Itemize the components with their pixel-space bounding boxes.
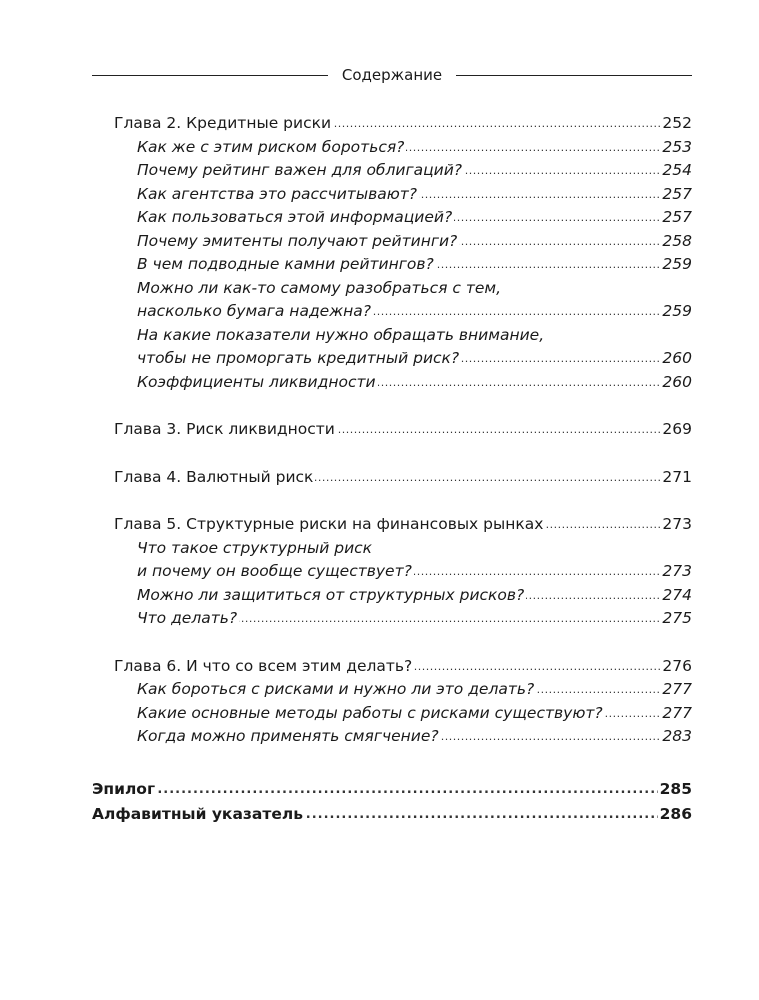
- toc-section[interactable]: [137, 159, 692, 183]
- toc-section[interactable]: [137, 702, 692, 726]
- toc-entry-page: 254: [660, 159, 692, 183]
- toc-chapter-2[interactable]: [114, 112, 692, 136]
- toc-section[interactable]: [137, 183, 692, 207]
- table-of-contents: [0, 112, 759, 827]
- toc-section[interactable]: [137, 584, 692, 608]
- toc-entry-label: чтобы не проморгать кредитный риск?: [137, 349, 460, 367]
- toc-entry-label: Алфавитный указатель: [92, 804, 304, 823]
- toc-index[interactable]: [92, 802, 692, 827]
- toc-entry-label: Когда можно применять смягчение?: [137, 727, 439, 745]
- toc-entry-label: и почему он вообще существует?: [137, 562, 412, 580]
- toc-section[interactable]: [137, 560, 692, 584]
- toc-entry-label: Глава 2. Кредитные риски: [114, 114, 332, 132]
- toc-section[interactable]: [137, 347, 692, 371]
- toc-section[interactable]: [137, 300, 692, 324]
- header-title: Содержание: [341, 66, 443, 84]
- toc-entry-page: 260: [660, 347, 692, 371]
- toc-entry-label: Как пользоваться этой информацией?: [137, 208, 453, 226]
- toc-entry-page: 252: [660, 112, 692, 136]
- toc-entry-label: Какие основные методы работы с рисками существуют?: [137, 703, 603, 722]
- toc-entry-page: 258: [660, 230, 692, 254]
- header-rule-right: [456, 75, 692, 76]
- toc-entry-label: Как агентства это рассчитывают?: [137, 184, 418, 203]
- toc-entry-page: 269: [660, 418, 692, 442]
- toc-chapter-5[interactable]: [114, 513, 692, 537]
- toc-entry-page: 277: [660, 702, 692, 726]
- toc-section[interactable]: [137, 371, 692, 395]
- toc-entry-page: 273: [660, 560, 692, 584]
- toc-entry-page: 283: [660, 725, 692, 749]
- page-header: [92, 64, 692, 86]
- toc-entry-page: 286: [658, 802, 692, 827]
- toc-entry-page: 276: [660, 655, 692, 679]
- toc-section-line1[interactable]: На какие показатели нужно обращать внимание,: [137, 325, 545, 344]
- toc-entry-page: 260: [660, 371, 692, 395]
- toc-entry-page: 273: [660, 513, 692, 537]
- toc-section[interactable]: [137, 607, 692, 631]
- toc-entry-label: Как же с этим риском бороться?: [137, 137, 405, 156]
- toc-entry-page: 274: [660, 584, 692, 608]
- toc-entry-label: В чем подводные камни рейтингов?: [137, 255, 434, 273]
- toc-entry-page: 271: [660, 466, 692, 490]
- toc-entry-label: Глава 3. Риск ликвидности: [114, 420, 335, 438]
- toc-entry-page: 259: [660, 253, 692, 277]
- toc-entry-label: Коэффициенты ликвидности: [137, 372, 376, 391]
- toc-section[interactable]: [137, 136, 692, 160]
- toc-entry-page: 257: [660, 183, 692, 207]
- toc-entry-label: Глава 5. Структурные риски на финансовых рынках: [114, 515, 544, 533]
- toc-entry-label: Почему рейтинг важен для облигаций?: [137, 161, 463, 179]
- toc-entry-page: 259: [660, 300, 692, 324]
- toc-entry-label: Эпилог: [92, 779, 156, 798]
- toc-section-line1[interactable]: Что такое структурный риск: [137, 538, 373, 557]
- toc-entry-label: Можно ли защититься от структурных рисков?: [137, 585, 525, 604]
- toc-section[interactable]: [137, 725, 692, 749]
- toc-section[interactable]: [137, 206, 692, 230]
- toc-entry-label: Что делать?: [137, 609, 238, 627]
- toc-entry-label: Как бороться с рисками и нужно ли это делать?: [137, 680, 535, 698]
- toc-entry-page: 257: [660, 206, 692, 230]
- toc-chapter-6[interactable]: [114, 655, 692, 679]
- toc-section[interactable]: [137, 253, 692, 277]
- toc-entry-label: насколько бумага надежна?: [137, 302, 372, 320]
- toc-section-line1[interactable]: Можно ли как-то самому разобраться с тем,: [137, 278, 502, 297]
- toc-entry-label: Глава 4. Валютный риск: [114, 467, 314, 486]
- toc-chapter-3[interactable]: [114, 418, 692, 442]
- toc-entry-page: 285: [658, 777, 692, 802]
- toc-section[interactable]: [137, 678, 692, 702]
- toc-section[interactable]: [137, 230, 692, 254]
- toc-epilogue[interactable]: [92, 777, 692, 802]
- toc-entry-label: Глава 6. И что со всем этим делать?: [114, 656, 413, 675]
- toc-entry-page: 277: [660, 678, 692, 702]
- toc-entry-page: 275: [660, 607, 692, 631]
- toc-entry-page: 253: [660, 136, 692, 160]
- toc-entry-label: Почему эмитенты получают рейтинги?: [137, 231, 458, 250]
- toc-chapter-4[interactable]: [114, 466, 692, 490]
